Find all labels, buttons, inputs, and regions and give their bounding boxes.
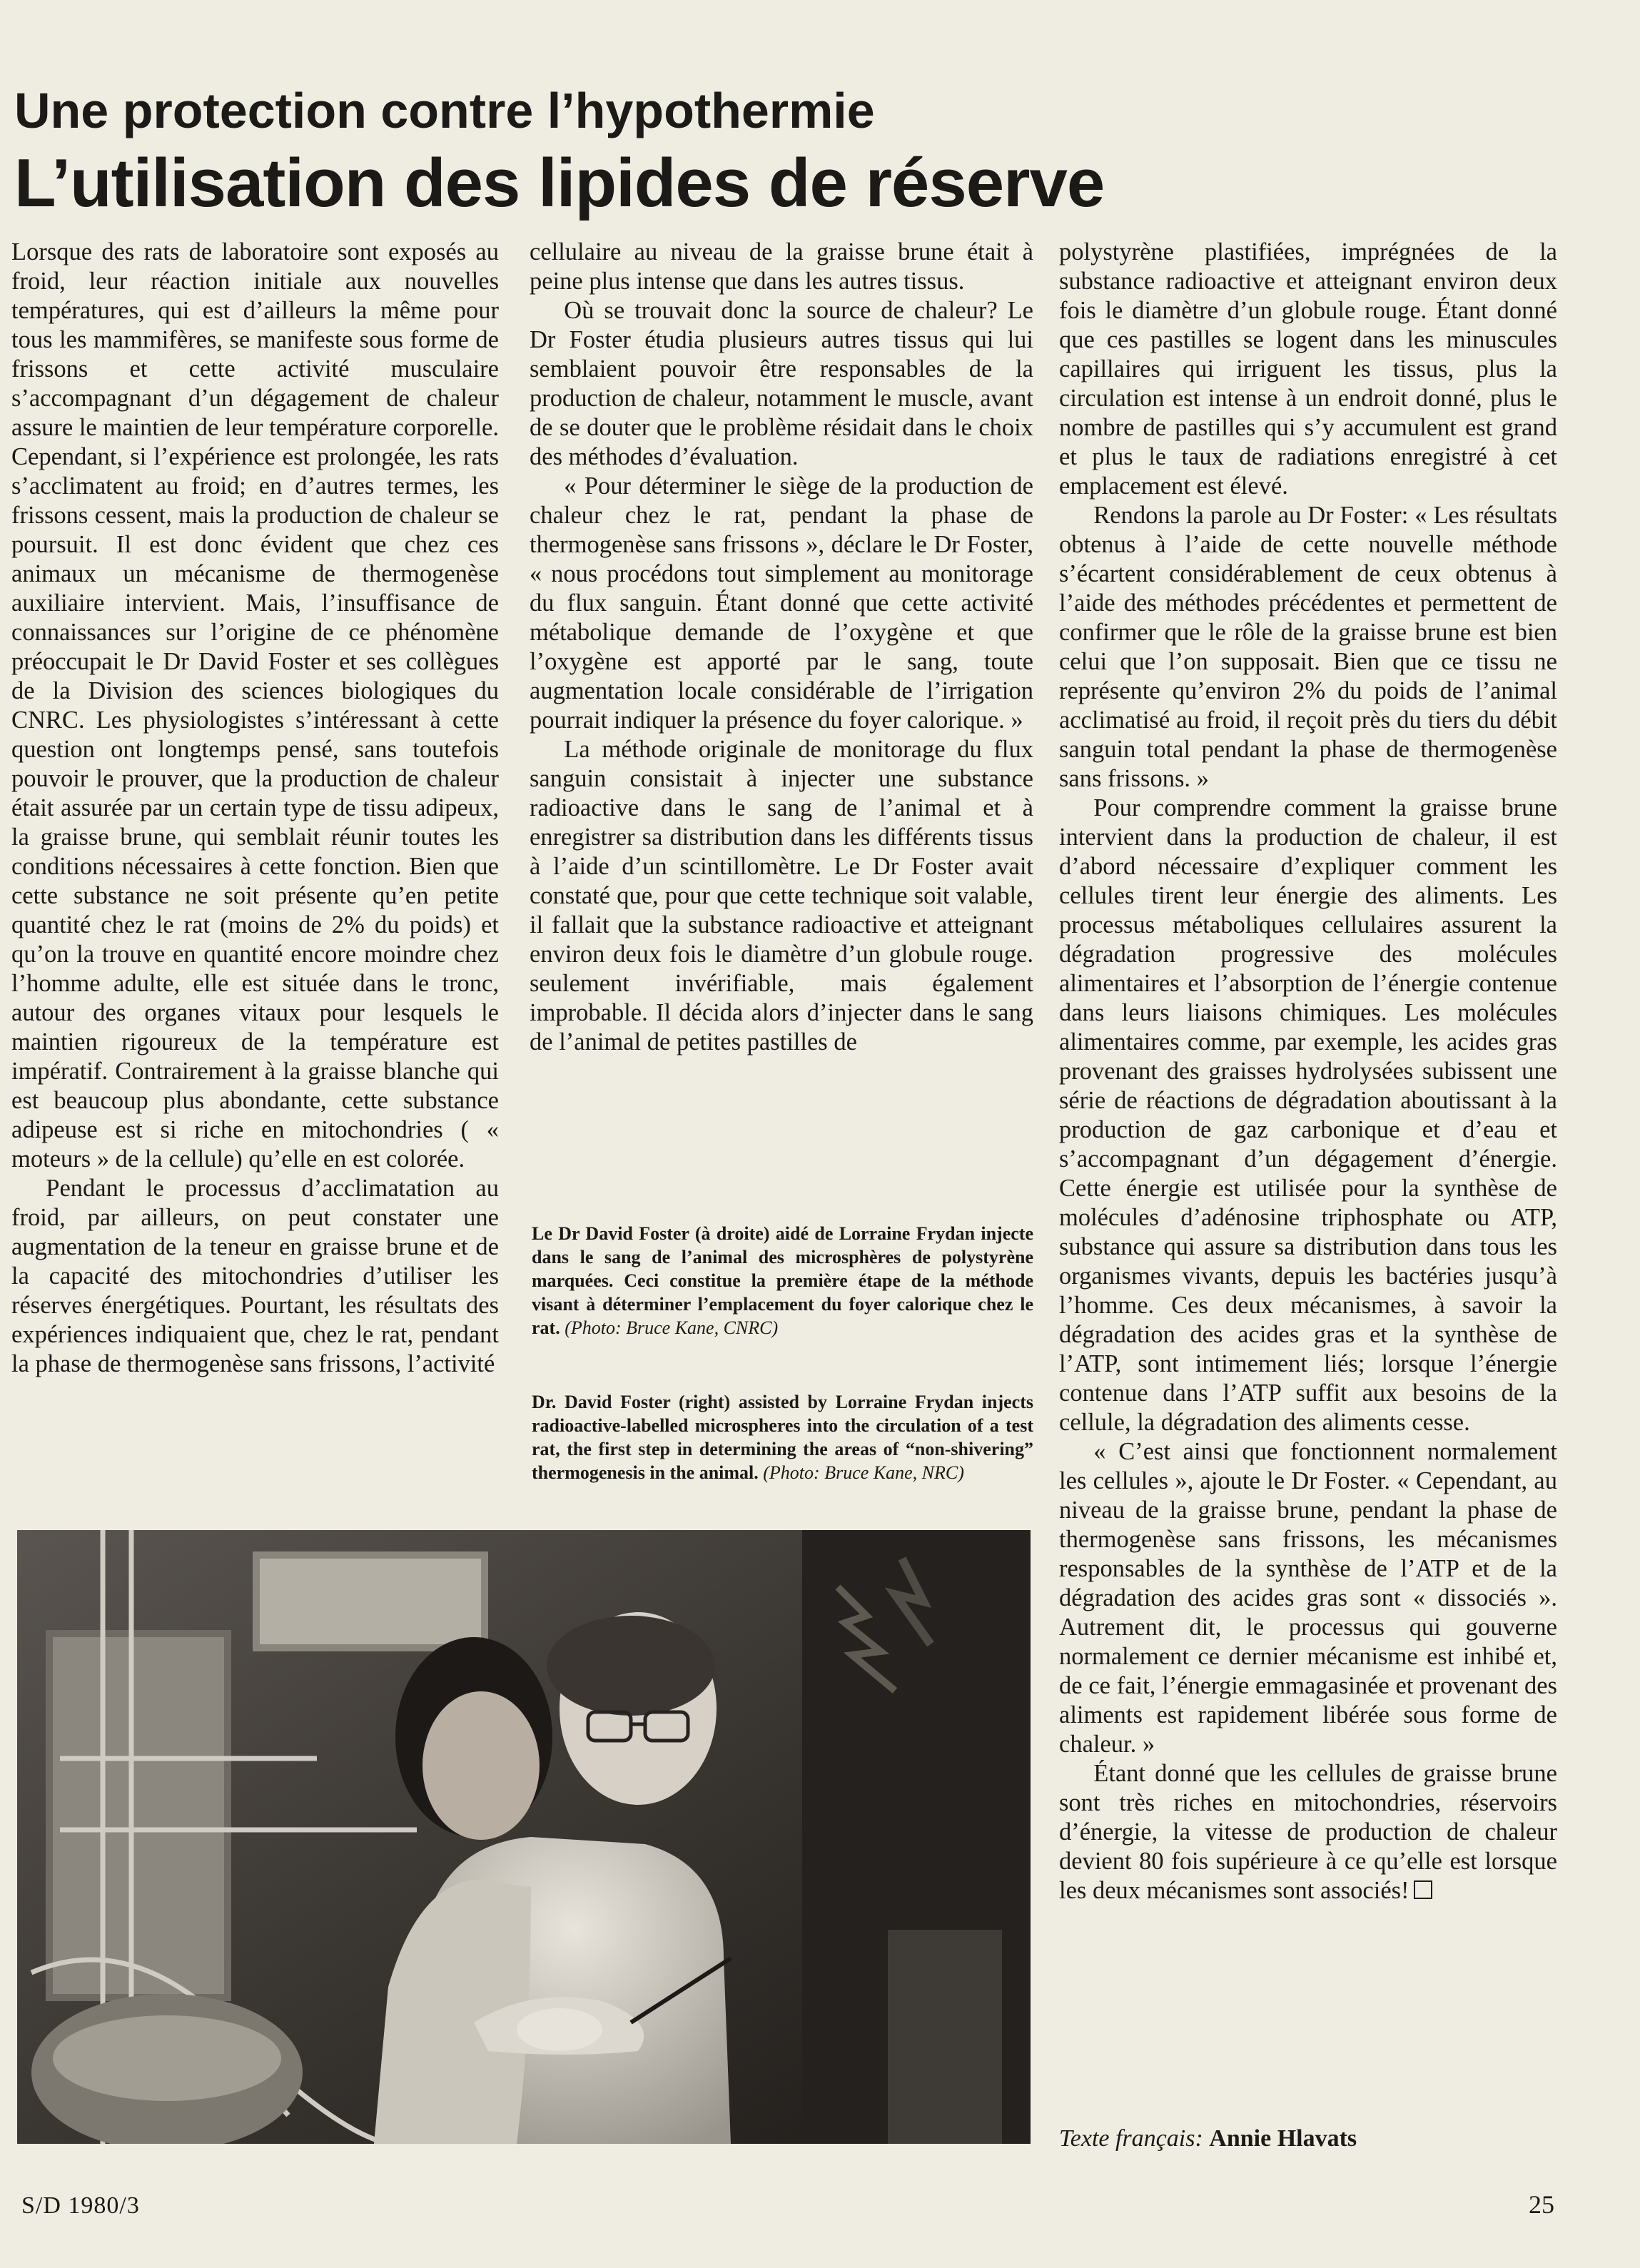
photo-caption-english [532,1390,1033,1484]
text-column-2 [530,238,1033,1057]
paragraph: Où se trouvait donc la source de chaleur? Le Dr Foster étudia plusieurs autres tissus qui lui semblaient pouvoir être responsables de la production de chaleur, notamment le muscle, avant de se douter que le problème résidait dans le choix des méthodes d’évaluation. [530,297,1033,470]
translator-credit [1059,2125,1357,2152]
paragraph: Pour comprendre comment la graisse brune intervient dans la production de chaleur, il est d’abord nécessaire d’expliquer comment les cellules tirent leur énergie des aliments. Les processus métaboliques cellulaires assurent la dégradation progressive des molécules alimentaires et l’absorption de l’énergie contenue dans leurs liaisons chimiques. Les molécules alimentaires comme, par exemple, les acides gras provenant des graisses hydrolysées subissent une série de réactions de dégradation aboutissant à la production de gaz carbonique et d’eau et s’accompagnant d’un dégagement d’énergie. Cette énergie est utilisée pour la synthèse de molécules d’adénosine triphosphate ou ATP, substance qui assure sa distribution dans tous les organismes vivants, depuis les bactéries jusqu’à l’homme. Ces deux mécanismes, à savoir la dégradation des acides gras et la synthèse de l’ATP, sont intimement liés; lorsque l’énergie contenue dans l’ATP suffit aux besoins de la cellule, la dégradation des aliments cesse. [1059,794,1557,1436]
credit-label: Texte français: [1059,2125,1203,2152]
article-kicker: Une protection contre l’hypothermie [14,83,875,138]
photo-credit: (Photo: Bruce Kane, CNRC) [565,1317,779,1338]
paragraph-text: Étant donné que les cellules de graisse brune sont très riches en mitochondries, réservoirs d’énergie, la vitesse de production de chaleur devient 80 fois supérieure à ce qu’elle est lorsque les deux mécanismes sont associés! [1059,1760,1557,1904]
caption-text: Le Dr David Foster (à droite) aidé de Lorraine Frydan injecte dans le sang de l’animal des microsphères de polystyrène marquées. Ceci constitue la première étape de la méthode visant à déterminer l’emplacement du foyer calorique chez le rat. [532,1223,1033,1338]
article-title: L’utilisation des lipides de réserve [14,145,1105,221]
text-column-3 [1059,238,1557,1905]
paragraph: « Pour déterminer le siège de la production de chaleur chez le rat, pendant la phase de thermogenèse sans frissons », déclare le Dr Foster, « nous procédons tout simplement au monitorage du flux sanguin. Étant donné que cette activité métabolique demande de l’oxygène et que l’oxygène est apporté par le sang, toute augmentation locale considérable de l’irrigation pourrait indiquer la présence du foyer calorique. » [530,472,1033,734]
paragraph: La méthode originale de monitorage du flux sanguin consistait à injecter une substance radioactive dans le sang de l’animal et à enregistrer sa distribution dans les différents tissus à l’aide d’un scintillomètre. Le Dr Foster avait constaté que, pour que cette technique soit valable, il fallait que la substance radioactive et atteignant environ deux fois le diamètre d’un globule rouge. seulement invérifiable, mais également improbable. Il décida alors d’injecter dans le sang de l’animal de petites pastilles de [530,736,1033,1055]
paragraph: cellulaire au niveau de la graisse brune était à peine plus intense que dans les autres tissus. [530,238,1033,295]
photo-credit: (Photo: Bruce Kane, NRC) [763,1462,964,1483]
lab-photo-illustration [17,1530,1031,2144]
lab-photo [17,1530,1031,2144]
photo-caption-french [532,1222,1033,1340]
paragraph: polystyrène plastifiées, imprégnées de la substance radioactive et atteignant environ deux fois le diamètre d’un globule rouge. Étant donné que ces pastilles se logent dans les minuscules capillaires qui irriguent les tissus, plus la circulation est intense à un endroit donné, plus le nombre de pastilles qui s’y accumulent est grand et plus le taux de radiations enregistré à cet emplacement est élevé. [1059,238,1557,500]
caption-text: Dr. David Foster (right) assisted by Lorraine Frydan injects radioactive-labelled microspheres into the circulation of a test rat, the first step in determining the areas of “non-shivering” thermogenesis in the animal. [532,1392,1033,1483]
paragraph: Rendons la parole au Dr Foster: « Les résultats obtenus à l’aide de cette nouvelle méthode s’écartent considérablement de ceux obtenus à l’aide des méthodes précédentes et permettent de confirmer que le rôle de la graisse brune est bien celui que l’on supposait. Bien que ce tissu ne représente qu’environ 2% du poids de l’animal acclimatisé au froid, il reçoit près du tiers du débit sanguin total pendant la phase de thermogenèse sans frissons. » [1059,502,1557,792]
paragraph: Pendant le processus d’acclimatation au froid, par ailleurs, on peut constater une augmentation de la teneur en graisse brune et de la capacité des mitochondries d’utiliser les réserves énergétiques. Pourtant, les résultats des expériences indiquaient que, chez le rat, pendant la phase de thermogenèse sans frissons, l’activité [11,1175,499,1377]
paragraph: « C’est ainsi que fonctionnent normalement les cellules », ajoute le Dr Foster. « Cependant, au niveau de la graisse brune, pendant la phase de thermogenèse sans frissons, les mécanismes responsables de la synthèse de l’ATP et de la dégradation des acides gras sont « dissociés ». Autrement dit, le processus qui gouverne normalement ce dernier mécanisme est inhibé et, de ce fait, l’énergie emmagasinée et provenant des aliments est rapidement libérée sous forme de chaleur. » [1059,1438,1557,1758]
text-column-1 [11,238,499,1379]
end-mark-icon [1414,1880,1432,1899]
issue-number: S/D 1980/3 [21,2192,140,2219]
paragraph-final [1059,1759,1557,1905]
credit-name: Annie Hlavats [1209,2125,1357,2152]
page-number: 25 [1529,2190,1554,2219]
paragraph: Lorsque des rats de laboratoire sont exposés au froid, leur réaction initiale aux nouvelles températures, qui est d’ailleurs la même pour tous les mammifères, se manifeste sous forme de frissons et cette activité musculaire s’accompagnant d’un dégagement de chaleur assure le maintien de leur température corporelle. Cependant, si l’expérience est prolongée, les rats s’acclimatent au froid; en d’autres termes, les frissons cessent, mais la production de chaleur se poursuit. Il est donc évident que chez ces animaux un mécanisme de thermogenèse auxiliaire intervient. Mais, l’insuffisance de connaissances sur l’origine de ce phénomène préoccupait le Dr David Foster et ses collègues de la Division des sciences biologiques du CNRC. Les physiologistes s’intéressant à cette question ont longtemps pensé, sans toutefois pouvoir le prouver, que la production de chaleur était assurée par un certain type de tissu adipeux, la graisse brune, qui semblait réunir toutes les conditions nécessaires à cette fonction. Bien que cette substance ne soit présente qu’en petite quantité chez le rat (moins de 2% du poids) et qu’on la trouve en quantité encore moindre chez l’homme adulte, elle est située dans le tronc, autour des organes vitaux pour lesquels le maintien rigoureux de la température est impératif. Contrairement à la graisse blanche qui est beaucoup plus abondante, cette substance adipeuse est si riche en mitochondries ( « moteurs » de la cellule) qu’elle en est colorée. [11,238,499,1173]
